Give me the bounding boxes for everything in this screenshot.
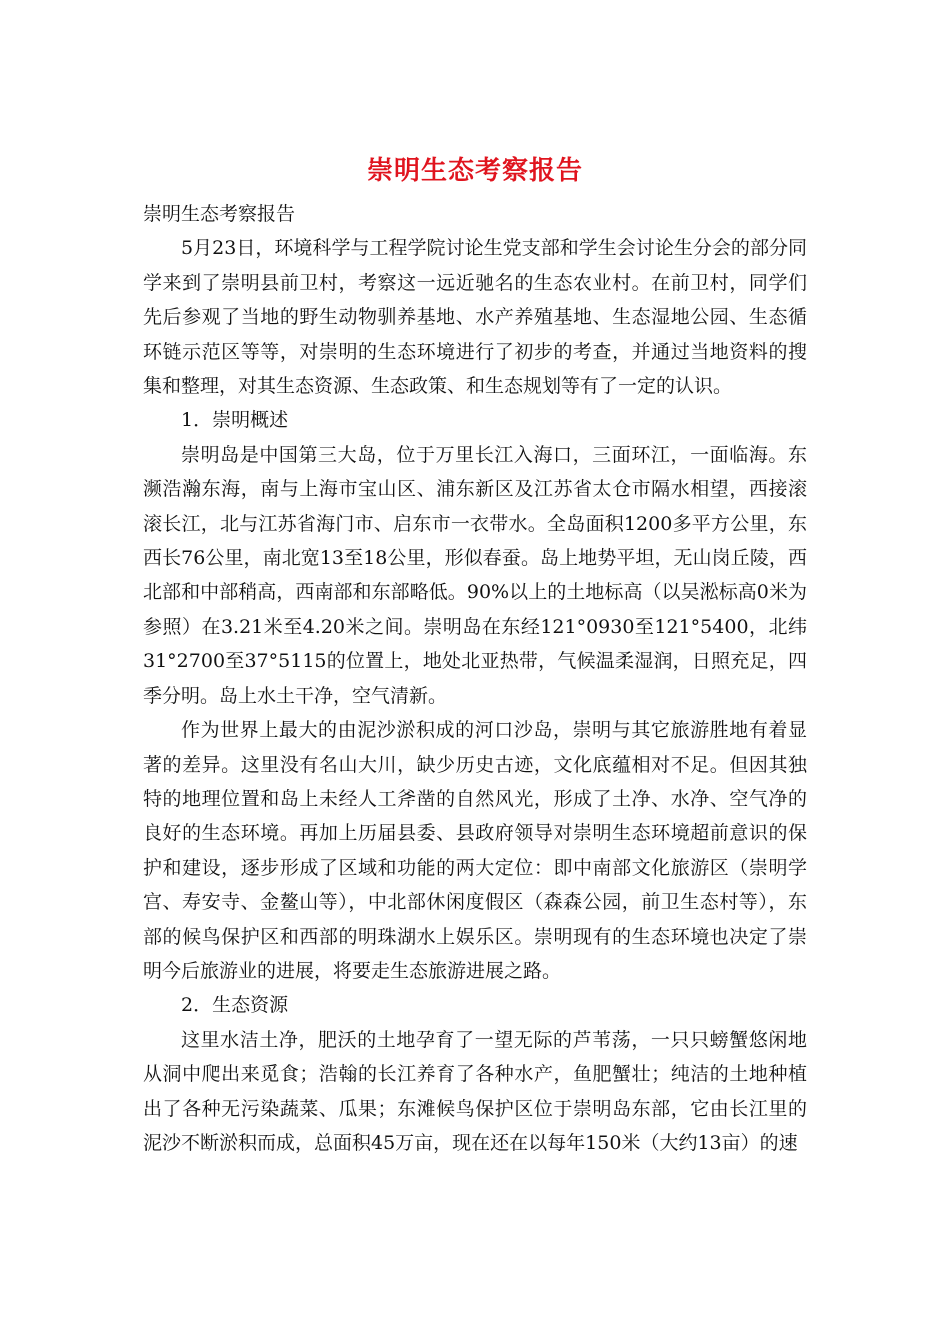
paragraph-tourism: 作为世界上最大的由泥沙淤积成的河口沙岛，崇明与其它旅游胜地有着显著的差异。这里没有名山大川，缺少历史古迹，文化底蕴相对不足。但因其独特的地理位置和岛上未经人工斧凿的自然风光，形成了土净、水净、空气净的良好的生态环境。再加上历届县委、县政府领导对崇明生态环境超前意识的保护和建设，逐步形成了区域和功能的两大定位：即中南部文化旅游区（崇明学宫、寿安寺、金鳌山等），中北部休闲度假区（森森公园，前卫生态村等），东部的候鸟保护区和西部的明珠湖水上娱乐区。崇明现有的生态环境也决定了崇明今后旅游业的进展，将要走生态旅游进展之路。 [143,719,807,982]
subtitle-line: 崇明生态考察报告 [143,203,296,225]
section-heading-resources: 2．生态资源 [181,994,289,1017]
paragraph-resources: 这里水洁土净，肥沃的土地孕育了一望无际的芦苇荡，一只只螃蟹悠闲地从洞中爬出来觅食；浩翰的长江养育了各种水产，鱼肥蟹壮；纯洁的土地种植出了各种无污染蔬菜、瓜果；东滩候鸟保护区位于崇明岛东部，它由长江里的泥沙不断淤积而成，总面积45万亩，现在还在以每年150米（大约13亩）的速 [143,1028,807,1154]
paragraph-overview: 崇明岛是中国第三大岛，位于万里长江入海口，三面环江，一面临海。东濒浩瀚东海，南与上海市宝山区、浦东新区及江苏省太仓市隔水相望，西接滚滚长江，北与江苏省海门市、启东市一衣带水。全岛面积1200多平方公里，东西长76公里，南北宽13至18公里，形似春蚕。岛上地势平坦，无山岗丘陵，西北部和中部稍高，西南部和东部略低。90%以上的土地标高（以吴淞标高0米为参照）在3.21米至4.20米之间。崇明岛在东经121°0930至121°5400，北纬31°2700至37°5115的位置上，地处北亚热带，气候温柔湿润，日照充足，四季分明。岛上水土干净，空气清新。 [143,443,807,707]
section-heading-overview: 1．崇明概述 [181,409,289,432]
document-title: 崇明生态考察报告 [366,156,583,186]
paragraph-intro: 5月23日，环境科学与工程学院讨论生党支部和学生会讨论生分会的部分同学来到了崇明县前卫村，考察这一远近驰名的生态农业村。在前卫村，同学们先后参观了当地的野生动物驯养基地、水产养殖基地、生态湿地公园、生态循环链示范区等等，对崇明的生态环境进行了初步的考查，并通过当地资料的搜集和整理，对其生态资源、生态政策、和生态规划等有了一定的认识。 [143,237,807,398]
document-body [143,197,807,1160]
